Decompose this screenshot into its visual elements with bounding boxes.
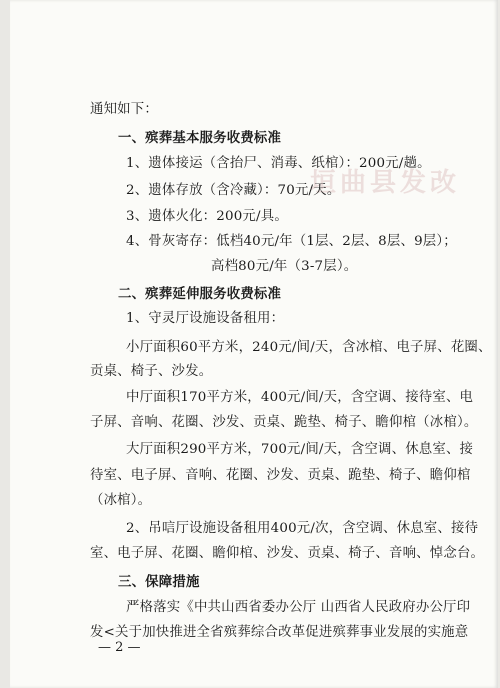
paragraph-line: 1、遗体接运（含抬尸、消毒、纸棺）：200元/趟。 xyxy=(126,156,431,171)
intro-line: 通知如下： xyxy=(90,102,158,117)
paragraph-line: 小厅面积60平方米，240元/间/天，含冰棺、电子屏、花圈、 xyxy=(126,340,492,355)
section-heading-1: 一、殡葬基本服务收费标准 xyxy=(118,130,282,146)
paragraph-line: 大厅面积290平方米，700元/间/天，含空调、休息室、接 xyxy=(126,442,474,457)
page-number: — 2 — xyxy=(98,640,141,655)
paragraph-line: 4、骨灰寄存：低档40元/年（1层、2层、8层、9层）； xyxy=(126,234,457,249)
paragraph-line: 3、遗体火化：200元/具。 xyxy=(126,209,288,224)
paragraph-line: 高档80元/年（3-7层）。 xyxy=(211,259,358,274)
paragraph-line: 室、电子屏、花圈、瞻仰棺、沙发、贡桌、椅子、音响、悼念台。 xyxy=(90,546,485,561)
paragraph-line: 子屏、音响、花圈、沙发、贡桌、跪垫、椅子、瞻仰棺（冰棺）。 xyxy=(90,415,478,430)
paragraph-line: 中厅面积170平方米，400元/间/天，含空调、接待室、电 xyxy=(126,390,474,405)
paragraph-line: 发<关于加快推进全省殡葬综合改革促进殡葬事业发展的实施意 xyxy=(90,625,469,640)
paragraph-line: 2、吊唁厅设施设备租用400元/次，含空调、休息室、接待 xyxy=(126,521,479,536)
paragraph-line: 待室、电子屏、音响、花圈、沙发、贡桌、跪垫、椅子、瞻仰棺 xyxy=(90,468,471,483)
paragraph-line: 贡桌、椅子、沙发。 xyxy=(90,364,213,379)
paragraph-line: 2、遗体存放（含冷藏）：70元/天。 xyxy=(126,183,341,198)
paragraph-line: 1、守灵厅设施设备租用： xyxy=(126,311,285,326)
bleed-through-text: 垣曲县发改 xyxy=(310,168,461,198)
section-heading-2: 二、殡葬延伸服务收费标准 xyxy=(118,286,282,302)
paragraph-line: （冰棺）。 xyxy=(90,493,152,508)
section-heading-3: 三、保障措施 xyxy=(118,574,200,590)
document-page xyxy=(10,0,498,688)
paragraph-line: 严格落实《中共山西省委办公厅 山西省人民政府办公厅印 xyxy=(126,600,471,615)
